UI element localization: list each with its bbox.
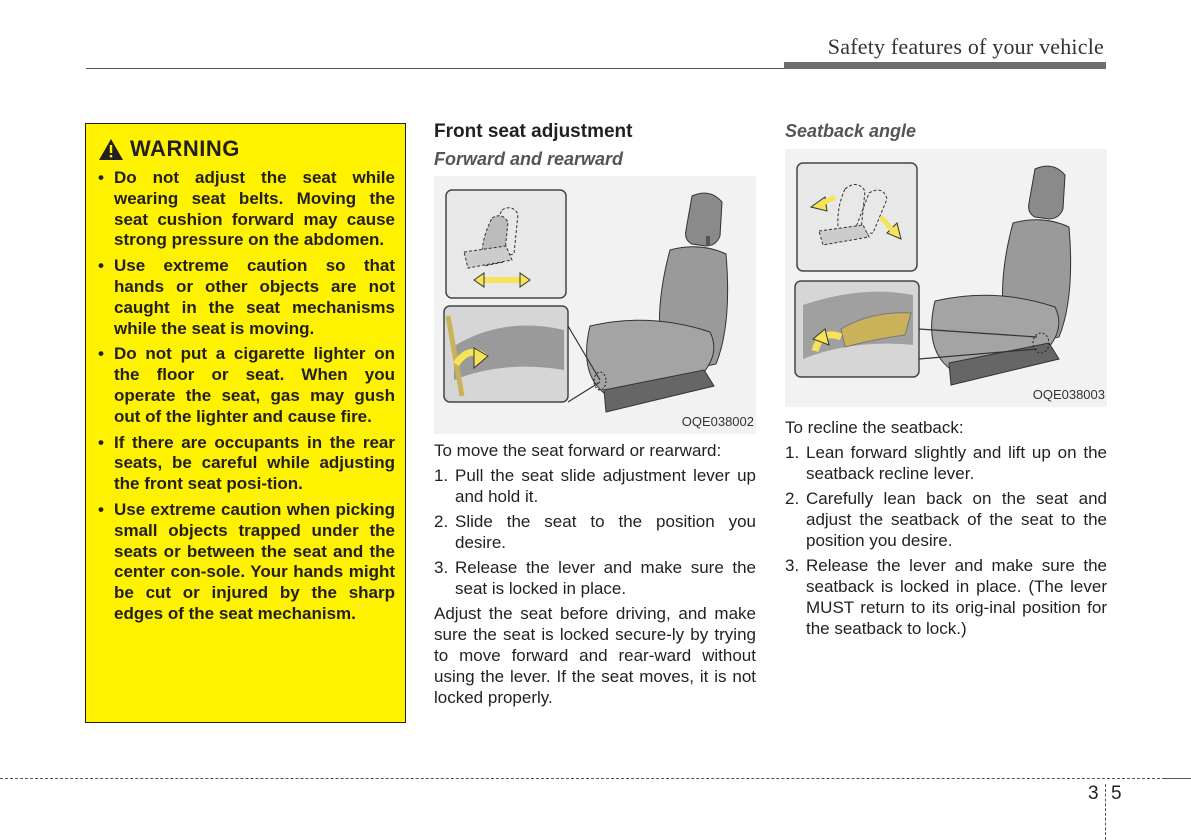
- warning-triangle-icon: [98, 138, 124, 161]
- header-title: Safety features of your vehicle: [827, 34, 1104, 59]
- seatback-section: [785, 119, 1107, 643]
- step-item: [434, 557, 756, 599]
- step-text: Lean forward slightly and lift up on the seatback recline lever.: [806, 443, 1107, 483]
- step-item: [434, 465, 756, 507]
- warning-item: • Do not put a cigarette lighter on the floor or seat. When you operate the seat, gas may gush out of the lighter and cause fire.: [98, 344, 395, 427]
- page-divider: [1105, 784, 1106, 840]
- intro-text: To recline the seatback:: [785, 418, 964, 437]
- subsection-title: Seatback angle: [785, 121, 917, 141]
- step-number: 1.: [785, 443, 800, 462]
- seat-illustration: [434, 176, 756, 434]
- figure-code: OQE038002: [681, 414, 754, 429]
- step-text: Release the lever and make sure the seat is locked in place.: [455, 558, 756, 598]
- warning-header: [98, 136, 395, 162]
- step-number: 1.: [434, 466, 449, 485]
- front-seat-section: [434, 119, 756, 708]
- warning-item: • If there are occupants in the rear seats, be careful while adjusting the front seat posi-tion.: [98, 433, 395, 495]
- step-item: [434, 511, 756, 553]
- seatback-illustration: [785, 149, 1107, 407]
- intro-text: To move the seat forward or rearward:: [434, 441, 722, 460]
- note-paragraph: Adjust the seat before driving, and make sure the seat is locked secure-ly by trying to move forward and rear-ward without using the lever. If the seat moves, it is not locked properly.: [434, 604, 756, 707]
- warning-item: • Use extreme caution so that hands or other objects are not caught in the seat mechanisms while the seat is moving.: [98, 256, 395, 339]
- section-title: Front seat adjustment: [434, 121, 633, 142]
- page-section: 3: [1088, 783, 1099, 804]
- step-number: 3.: [785, 556, 800, 575]
- step-text: Carefully lean back on the seat and adjust the seatback of the seat to the position you desire.: [806, 489, 1107, 550]
- warning-item: • Use extreme caution when picking small objects trapped under the seats or between the seat and the center con-sole. Your hands might be cut or injured by the sharp edges of the seat mechanism.: [98, 500, 395, 625]
- step-number: 3.: [434, 558, 449, 577]
- page-number: 5: [1111, 783, 1122, 804]
- step-number: 2.: [434, 512, 449, 531]
- step-text: Pull the seat slide adjustment lever up and hold it.: [455, 466, 756, 506]
- step-item: [785, 442, 1107, 484]
- warning-title: WARNING: [130, 136, 240, 161]
- step-text: Release the lever and make sure the seatback is locked in place. (The lever MUST return to its orig-inal position for the seatback to lock.): [806, 556, 1107, 638]
- steps-list: [785, 442, 1107, 639]
- seatback-figure: [785, 149, 1107, 407]
- seat-slide-figure: [434, 176, 756, 434]
- step-item: [785, 488, 1107, 551]
- step-text: Slide the seat to the position you desire.: [455, 512, 756, 552]
- figure-code: OQE038003: [1032, 387, 1105, 402]
- steps-list: [434, 465, 756, 599]
- warning-item: • Do not adjust the seat while wearing seat belts. Moving the seat cushion forward may cause strong pressure on the abdomen.: [98, 168, 395, 251]
- footer-rule: [0, 778, 1165, 779]
- footer-rule-end: [1165, 778, 1191, 779]
- warning-list: [98, 168, 395, 625]
- step-number: 2.: [785, 489, 800, 508]
- header-bar: [784, 62, 1106, 69]
- step-item: [785, 555, 1107, 639]
- warning-box: [85, 123, 406, 723]
- subsection-title: Forward and rearward: [434, 149, 624, 169]
